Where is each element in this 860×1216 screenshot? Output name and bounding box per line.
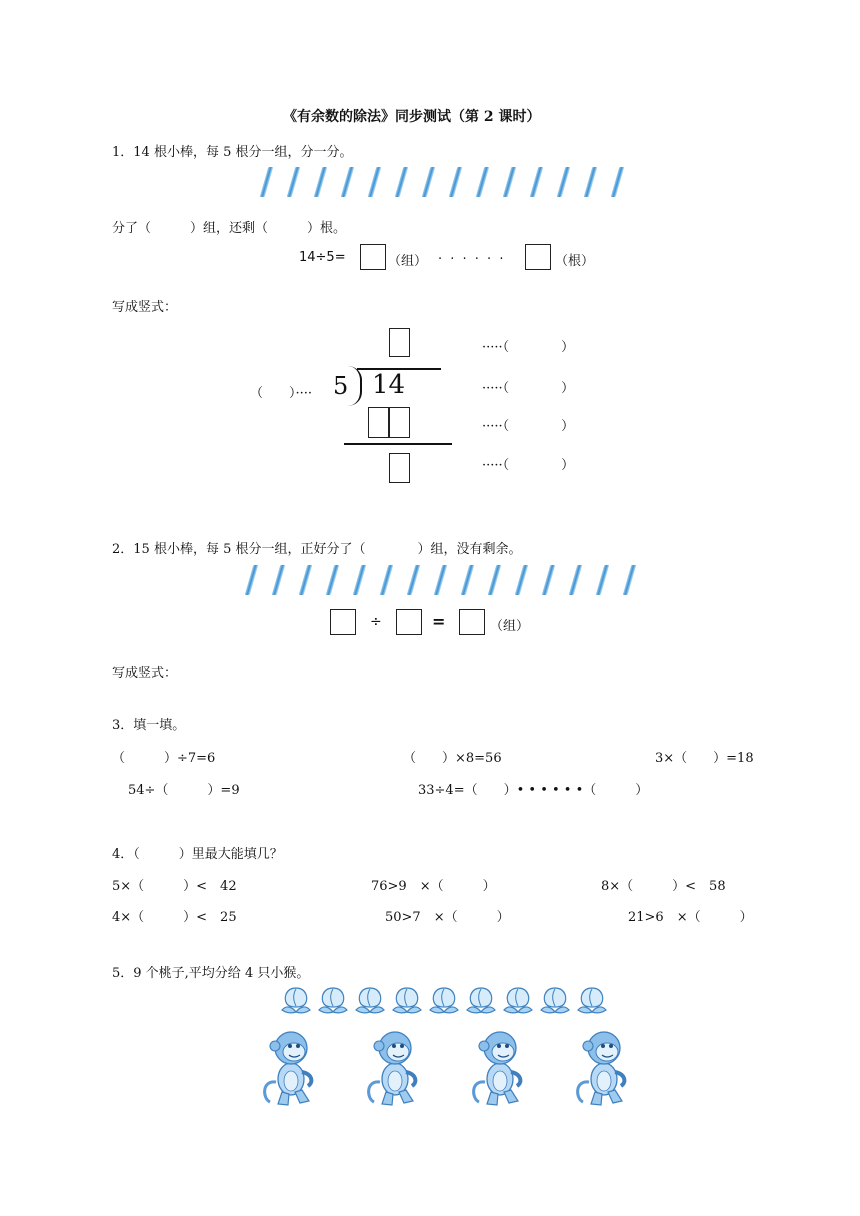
peach-icon xyxy=(278,982,314,1018)
q2-dividend-box[interactable] xyxy=(330,609,356,635)
stick xyxy=(449,167,463,197)
q1-eq-left: 14÷5= xyxy=(299,250,346,265)
monkey-icon xyxy=(258,1024,318,1108)
q1-remainder-box[interactable] xyxy=(525,244,551,270)
peach-icon xyxy=(352,982,388,1018)
q2-eq-sign: = xyxy=(432,612,446,631)
q4-item-3: 8×（ ）< 58 xyxy=(601,879,726,894)
stick xyxy=(395,167,409,197)
q1-eq-unit-sticks: （根） xyxy=(555,254,595,269)
q5-prompt: 5．9 个桃子,平均分给 4 只小猴。 xyxy=(112,966,310,981)
peach-icon xyxy=(500,982,536,1018)
q4-prompt: 4．（ ）里最大能填几？ xyxy=(112,847,283,862)
q1-annotation-product: ·····（ ） xyxy=(482,419,575,434)
q4-item-1: 5×（ ）< 42 xyxy=(112,879,237,894)
q4-item-6: 21>6 ×（ ） xyxy=(628,910,753,925)
peach-icon xyxy=(315,982,351,1018)
q3-item-3: 3×（ ）=18 xyxy=(655,751,754,766)
q2-stick-row xyxy=(243,563,663,597)
q1-stick-row xyxy=(258,165,648,199)
q1-annotation-remainder: ·····（ ） xyxy=(482,458,575,473)
q2-div-sign: ÷ xyxy=(370,614,382,630)
peach-icon xyxy=(463,982,499,1018)
stick xyxy=(596,565,610,595)
stick xyxy=(422,167,436,197)
stick xyxy=(557,167,571,197)
q4-item-5: 50>7 ×（ ） xyxy=(385,910,510,925)
division-bottom-line xyxy=(344,443,452,445)
q1-divisor: 5 xyxy=(333,372,349,400)
q1-quotient-box-top[interactable] xyxy=(389,328,410,357)
page-title: 《有余数的除法》同步测试（第 2 课时） xyxy=(283,109,541,125)
stick xyxy=(611,167,625,197)
stick xyxy=(542,565,556,595)
stick xyxy=(407,565,421,595)
stick xyxy=(326,565,340,595)
stick xyxy=(584,167,598,197)
division-bracket xyxy=(346,366,362,406)
q1-eq-dots: · · · · · · xyxy=(438,252,506,267)
q2-vertical-label: 写成竖式： xyxy=(112,666,178,681)
stick xyxy=(461,565,475,595)
q1-left-annotation: （ ）···· xyxy=(250,386,313,401)
q3-item-1: （ ）÷7=6 xyxy=(112,751,216,766)
q1-remainder-box-bottom[interactable] xyxy=(389,453,410,483)
q3-prompt: 3．填一填。 xyxy=(112,718,186,733)
q1-quotient-box[interactable] xyxy=(360,244,386,270)
q1-product-box-tens[interactable] xyxy=(368,407,389,438)
stick xyxy=(515,565,529,595)
stick xyxy=(272,565,286,595)
monkey-row xyxy=(258,1024,628,1110)
stick xyxy=(476,167,490,197)
monkey-icon xyxy=(467,1024,527,1108)
stick xyxy=(569,565,583,595)
stick xyxy=(341,167,355,197)
stick xyxy=(299,565,313,595)
peach-icon xyxy=(574,982,610,1018)
monkey-icon xyxy=(362,1024,422,1108)
peach-icon xyxy=(389,982,425,1018)
monkey-icon xyxy=(571,1024,631,1108)
stick xyxy=(287,167,301,197)
stick xyxy=(380,565,394,595)
q1-prompt: 1．14 根小棒，每 5 根分一组，分一分。 xyxy=(112,145,353,160)
q3-item-5: 33÷4=（ ）• • • • • •（ ） xyxy=(418,783,649,798)
q2-divisor-box[interactable] xyxy=(396,609,422,635)
q3-item-2: （ ）×8=56 xyxy=(403,751,502,766)
stick xyxy=(488,565,502,595)
stick xyxy=(530,167,544,197)
q4-item-4: 4×（ ）< 25 xyxy=(112,910,237,925)
q4-item-2: 76>9 ×（ ） xyxy=(371,879,496,894)
stick xyxy=(434,565,448,595)
stick xyxy=(353,565,367,595)
q2-unit: （组） xyxy=(490,619,530,634)
peach-icon xyxy=(426,982,462,1018)
q1-annotation-quotient: ·····（ ） xyxy=(482,340,575,355)
q1-eq-unit-groups: （组） xyxy=(388,254,428,269)
q1-fill-line: 分了（ ）组，还剩（ ）根。 xyxy=(112,221,347,236)
peach-row xyxy=(278,982,614,1018)
stick xyxy=(314,167,328,197)
stick xyxy=(260,167,274,197)
q3-item-4: 54÷（ ）=9 xyxy=(128,783,240,798)
q1-product-box-ones[interactable] xyxy=(389,407,410,438)
q1-dividend: 14 xyxy=(372,370,406,400)
q2-quotient-box[interactable] xyxy=(459,609,485,635)
q2-prompt: 2．15 根小棒，每 5 根分一组，正好分了（ ）组，没有剩余。 xyxy=(112,542,522,557)
q1-annotation-dividend: ·····（ ） xyxy=(482,381,575,396)
peach-icon xyxy=(537,982,573,1018)
stick xyxy=(245,565,259,595)
q1-vertical-label: 写成竖式： xyxy=(112,300,178,315)
stick xyxy=(368,167,382,197)
stick xyxy=(503,167,517,197)
stick xyxy=(623,565,637,595)
